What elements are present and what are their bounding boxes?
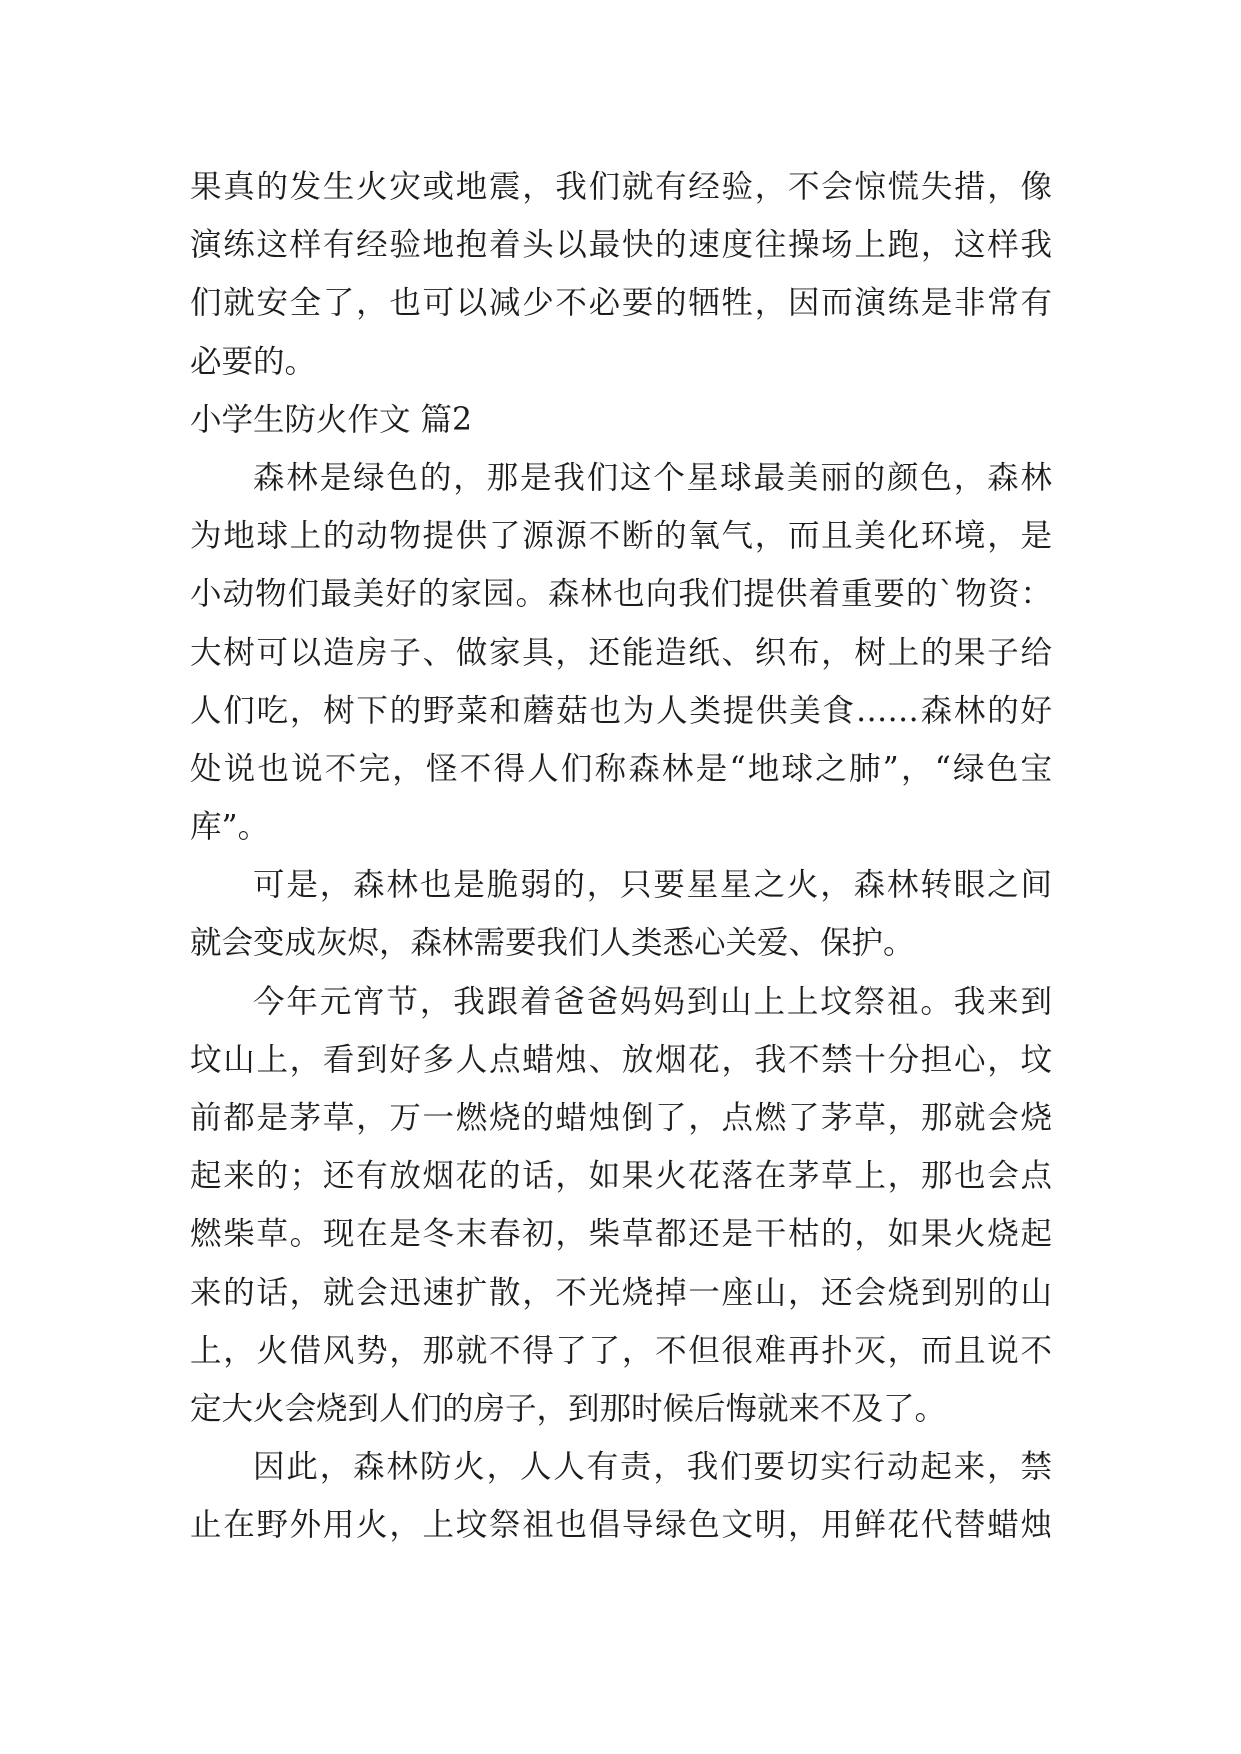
text-line: 人们吃，树下的野菜和蘑菇也为人类提供美食……森林的好 bbox=[190, 692, 1052, 729]
text-line: 前都是茅草，万一燃烧的蜡烛倒了，点燃了茅草，那就会烧 bbox=[190, 1100, 1052, 1136]
text-line: 今年元宵节，我跟着爸爸妈妈到山上上坟祭祖。我来到 bbox=[253, 983, 1052, 1020]
text-line: 小动物们最美好的家园。森林也向我们提供着重要的`物资： bbox=[190, 576, 1052, 613]
paragraph bbox=[190, 973, 1052, 1439]
text-line: 处说也说不完，怪不得人们称森林是“地球之肺”，“绿色宝 bbox=[190, 750, 1052, 787]
text-line: 定大火会烧到人们的房子，到那时候后悔就来不及了。 bbox=[190, 1390, 947, 1427]
page-content bbox=[190, 158, 1052, 1555]
section-heading: 小学生防火作文 篇2 bbox=[190, 401, 473, 438]
text-line: 们就安全了，也可以减少不必要的牺牲，因而演练是非常有 bbox=[190, 285, 1052, 322]
text-line: 必要的。 bbox=[190, 343, 317, 380]
text-line: 止在野外用火，上坟祭祖也倡导绿色文明，用鲜花代替蜡烛 bbox=[190, 1507, 1052, 1544]
text-line: 森林是绿色的，那是我们这个星球最美丽的颜色，森林 bbox=[253, 459, 1052, 496]
paragraph-continued bbox=[190, 158, 1052, 391]
text-line: 可是，森林也是脆弱的，只要星星之火，森林转眼之间 bbox=[253, 867, 1052, 904]
text-line: 果真的发生火灾或地震，我们就有经验，不会惊慌失措，像 bbox=[190, 169, 1052, 205]
paragraph bbox=[190, 856, 1052, 972]
text-line: 来的话，就会迅速扩散，不光烧掉一座山，还会烧到别的山 bbox=[190, 1274, 1052, 1311]
text-line: 为地球上的动物提供了源源不断的氧气，而且美化环境，是 bbox=[190, 518, 1052, 555]
text-line: 演练这样有经验地抱着头以最快的速度往操场上跑，这样我 bbox=[190, 227, 1052, 264]
text-line: 上，火借风势，那就不得了了，不但很难再扑灭，而且说不 bbox=[190, 1332, 1052, 1369]
text-line: 因此，森林防火，人人有责，我们要切实行动起来，禁 bbox=[253, 1449, 1052, 1486]
text-line: 坟山上，看到好多人点蜡烛、放烟花，我不禁十分担心，坟 bbox=[190, 1041, 1052, 1078]
text-line: 库”。 bbox=[190, 809, 270, 846]
paragraph bbox=[190, 1438, 1052, 1554]
text-line: 就会变成灰烬，森林需要我们人类悉心关爱、保护。 bbox=[190, 925, 915, 962]
paragraph bbox=[190, 449, 1052, 856]
text-line: 起来的；还有放烟花的话，如果火花落在茅草上，那也会点 bbox=[190, 1158, 1052, 1195]
text-line: 大树可以造房子、做家具，还能造纸、织布，树上的果子给 bbox=[190, 634, 1052, 671]
text-line: 燃柴草。现在是冬末春初，柴草都还是干枯的，如果火烧起 bbox=[190, 1216, 1052, 1253]
